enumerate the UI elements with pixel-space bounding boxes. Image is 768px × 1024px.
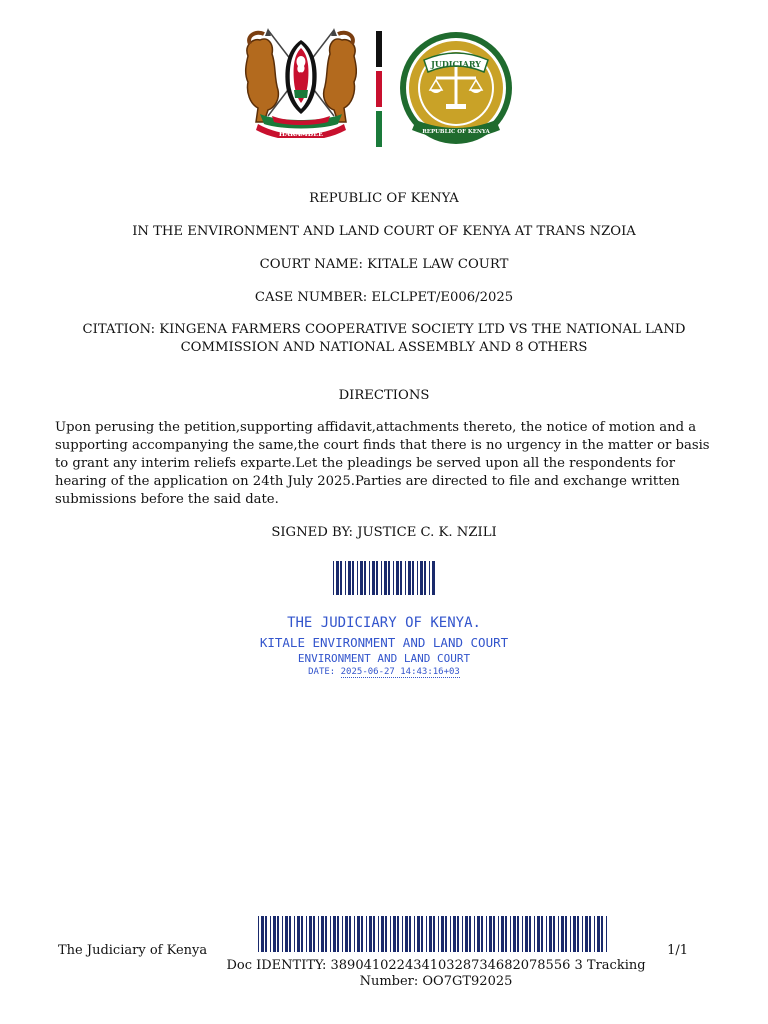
barcode-bar xyxy=(376,561,378,595)
footer-page-number: 1/1 xyxy=(667,943,688,958)
barcode-bar xyxy=(489,916,492,952)
barcode-bar xyxy=(438,916,439,952)
signature-barcode-icon xyxy=(333,561,435,595)
barcode-bar xyxy=(402,916,403,952)
barcode-bar xyxy=(357,561,358,595)
barcode-bar xyxy=(360,561,363,595)
stamp-date-label: DATE: xyxy=(308,667,336,677)
barcode-bar xyxy=(441,916,444,952)
barcode-bar xyxy=(261,916,264,952)
barcode-bar xyxy=(414,916,415,952)
flag-bar-icon xyxy=(376,31,382,147)
barcode-bar xyxy=(405,561,406,595)
barcode-bar xyxy=(409,916,411,952)
barcode-bar xyxy=(541,916,543,952)
barcode-bar xyxy=(285,916,288,952)
barcode-bar xyxy=(384,561,387,595)
barcode-bar xyxy=(294,916,295,952)
court-name: COURT NAME: KITALE LAW COURT xyxy=(259,257,509,272)
barcode-bar xyxy=(337,916,339,952)
barcode-bar xyxy=(333,916,336,952)
barcode-bar xyxy=(529,916,531,952)
barcode-bar xyxy=(309,916,312,952)
barcode-bar xyxy=(265,916,267,952)
barcode-bar xyxy=(354,916,355,952)
barcode-bar xyxy=(321,916,324,952)
barcode-bar xyxy=(469,916,471,952)
barcode-bar xyxy=(589,916,591,952)
barcode-bar xyxy=(450,916,451,952)
barcode-bar xyxy=(565,916,567,952)
barcode-bar xyxy=(432,561,435,595)
barcode-bar xyxy=(493,916,495,952)
document-barcode-icon xyxy=(258,916,608,952)
stamp-date-value: 2025-06-27 14:43:16+03 xyxy=(340,667,460,677)
barcode-bar xyxy=(366,916,367,952)
barcode-bar xyxy=(372,561,375,595)
barcode-bar xyxy=(364,561,366,595)
barcode-bar xyxy=(426,916,427,952)
stamp-line-3: ENVIRONMENT AND LAND COURT xyxy=(297,652,471,665)
barcode-bar xyxy=(417,916,420,952)
barcode-bar xyxy=(336,561,339,595)
barcode-bar xyxy=(481,916,483,952)
kenya-coat-of-arms-icon xyxy=(238,26,364,138)
barcode-bar xyxy=(282,916,283,952)
barcode-bar xyxy=(525,916,528,952)
barcode-bar xyxy=(357,916,360,952)
barcode-bar xyxy=(433,916,435,952)
directions-body: Upon perusing the petition,supporting affidavit,attachments thereto, the notice of motion and a supporting accompanying the same,the court finds that there is no urgency in the matter or basis to grant any interim reliefs exparte.Let the pleadings be served upon all the respondents for hearing of the application on 24th July 2025.Parties are directed to file and exchange written submissions before the said date. xyxy=(55,420,710,507)
barcode-bar xyxy=(405,916,408,952)
barcode-bar xyxy=(378,916,379,952)
seal-bottom-text: REPUBLIC OF KENYA xyxy=(422,129,490,135)
barcode-bar xyxy=(462,916,463,952)
barcode-bar xyxy=(345,916,348,952)
barcode-bar xyxy=(381,561,382,595)
barcode-bar xyxy=(318,916,319,952)
barcode-bar xyxy=(345,561,346,595)
seal-top-text: JUDICIARY xyxy=(431,59,481,69)
barcode-bar xyxy=(388,561,390,595)
barcode-bar xyxy=(342,916,343,952)
footer-doc-identity xyxy=(220,958,652,990)
barcode-bar xyxy=(537,916,540,952)
doc-identity-line-1: Doc IDENTITY: 38904102243410328734682078556 3 Tracking xyxy=(226,958,646,973)
barcode-bar xyxy=(340,561,342,595)
barcode-bar xyxy=(390,916,391,952)
barcode-bar xyxy=(549,916,552,952)
barcode-bar xyxy=(597,916,600,952)
barcode-bar xyxy=(498,916,499,952)
barcode-bar xyxy=(522,916,523,952)
barcode-bar xyxy=(352,561,354,595)
barcode-bar xyxy=(397,916,399,952)
barcode-bar xyxy=(330,916,331,952)
stamp-line-2: KITALE ENVIRONMENT AND LAND COURT xyxy=(259,635,509,650)
barcode-bar xyxy=(553,916,555,952)
barcode-bar xyxy=(453,916,456,952)
citation-line-1: CITATION: KINGENA FARMERS COOPERATIVE SOCIETY LTD VS THE NATIONAL LAND xyxy=(82,322,686,337)
case-number: CASE NUMBER: ELCLPET/E006/2025 xyxy=(254,290,514,305)
barcode-bar xyxy=(408,561,411,595)
barcode-bar xyxy=(561,916,564,952)
barcode-bar xyxy=(393,916,396,952)
barcode-bar xyxy=(421,916,423,952)
barcode-bar xyxy=(517,916,519,952)
barcode-bar xyxy=(369,916,372,952)
barcode-bar xyxy=(381,916,384,952)
barcode-bar xyxy=(505,916,507,952)
judiciary-seal-icon xyxy=(398,30,514,146)
barcode-bar xyxy=(412,561,414,595)
barcode-bar xyxy=(558,916,559,952)
barcode-bar xyxy=(429,916,432,952)
barcode-bar xyxy=(594,916,595,952)
barcode-bar xyxy=(273,916,276,952)
republic-heading: REPUBLIC OF KENYA xyxy=(309,191,459,206)
citation-line-2: COMMISSION AND NATIONAL ASSEMBLY AND 8 OTHERS xyxy=(180,340,588,355)
barcode-bar xyxy=(424,561,426,595)
barcode-bar xyxy=(349,916,351,952)
court-heading: IN THE ENVIRONMENT AND LAND COURT OF KENYA AT TRANS NZOIA xyxy=(132,224,636,239)
stamp-date xyxy=(0,667,768,677)
barcode-bar xyxy=(601,916,603,952)
barcode-bar xyxy=(297,916,300,952)
barcode-bar xyxy=(301,916,303,952)
barcode-bar xyxy=(465,916,468,952)
barcode-bar xyxy=(429,561,430,595)
footer-org: The Judiciary of Kenya xyxy=(58,943,208,958)
barcode-bar xyxy=(445,916,447,952)
barcode-bar xyxy=(457,916,459,952)
barcode-bar xyxy=(396,561,399,595)
coat-motto-text: HARAMBEE xyxy=(278,130,324,138)
doc-identity-line-2: Number: OO7GT92025 xyxy=(359,974,513,989)
barcode-bar xyxy=(306,916,307,952)
barcode-bar xyxy=(417,561,418,595)
barcode-bar xyxy=(325,916,327,952)
barcode-bar xyxy=(573,916,576,952)
barcode-bar xyxy=(277,916,279,952)
barcode-bar xyxy=(585,916,588,952)
barcode-bar xyxy=(289,916,291,952)
barcode-bar xyxy=(606,916,607,952)
barcode-bar xyxy=(546,916,547,952)
barcode-bar xyxy=(385,916,387,952)
barcode-bar xyxy=(474,916,475,952)
barcode-bar xyxy=(393,561,394,595)
barcode-bar xyxy=(577,916,579,952)
barcode-bar xyxy=(400,561,402,595)
barcode-bar xyxy=(420,561,423,595)
barcode-bar xyxy=(258,916,259,952)
barcode-bar xyxy=(333,561,334,595)
directions-heading: DIRECTIONS xyxy=(338,388,430,403)
barcode-bar xyxy=(313,916,315,952)
barcode-bar xyxy=(348,561,351,595)
barcode-bar xyxy=(477,916,480,952)
barcode-bar xyxy=(570,916,571,952)
barcode-bar xyxy=(361,916,363,952)
stamp-line-1: THE JUDICIARY OF KENYA. xyxy=(287,615,481,631)
barcode-bar xyxy=(534,916,535,952)
barcode-bar xyxy=(582,916,583,952)
barcode-bar xyxy=(486,916,487,952)
barcode-bar xyxy=(513,916,516,952)
header-logos xyxy=(0,26,768,151)
barcode-bar xyxy=(373,916,375,952)
barcode-bar xyxy=(369,561,370,595)
signed-by: SIGNED BY: JUSTICE C. K. NZILI xyxy=(271,525,497,540)
barcode-bar xyxy=(501,916,504,952)
barcode-bar xyxy=(270,916,271,952)
barcode-bar xyxy=(510,916,511,952)
